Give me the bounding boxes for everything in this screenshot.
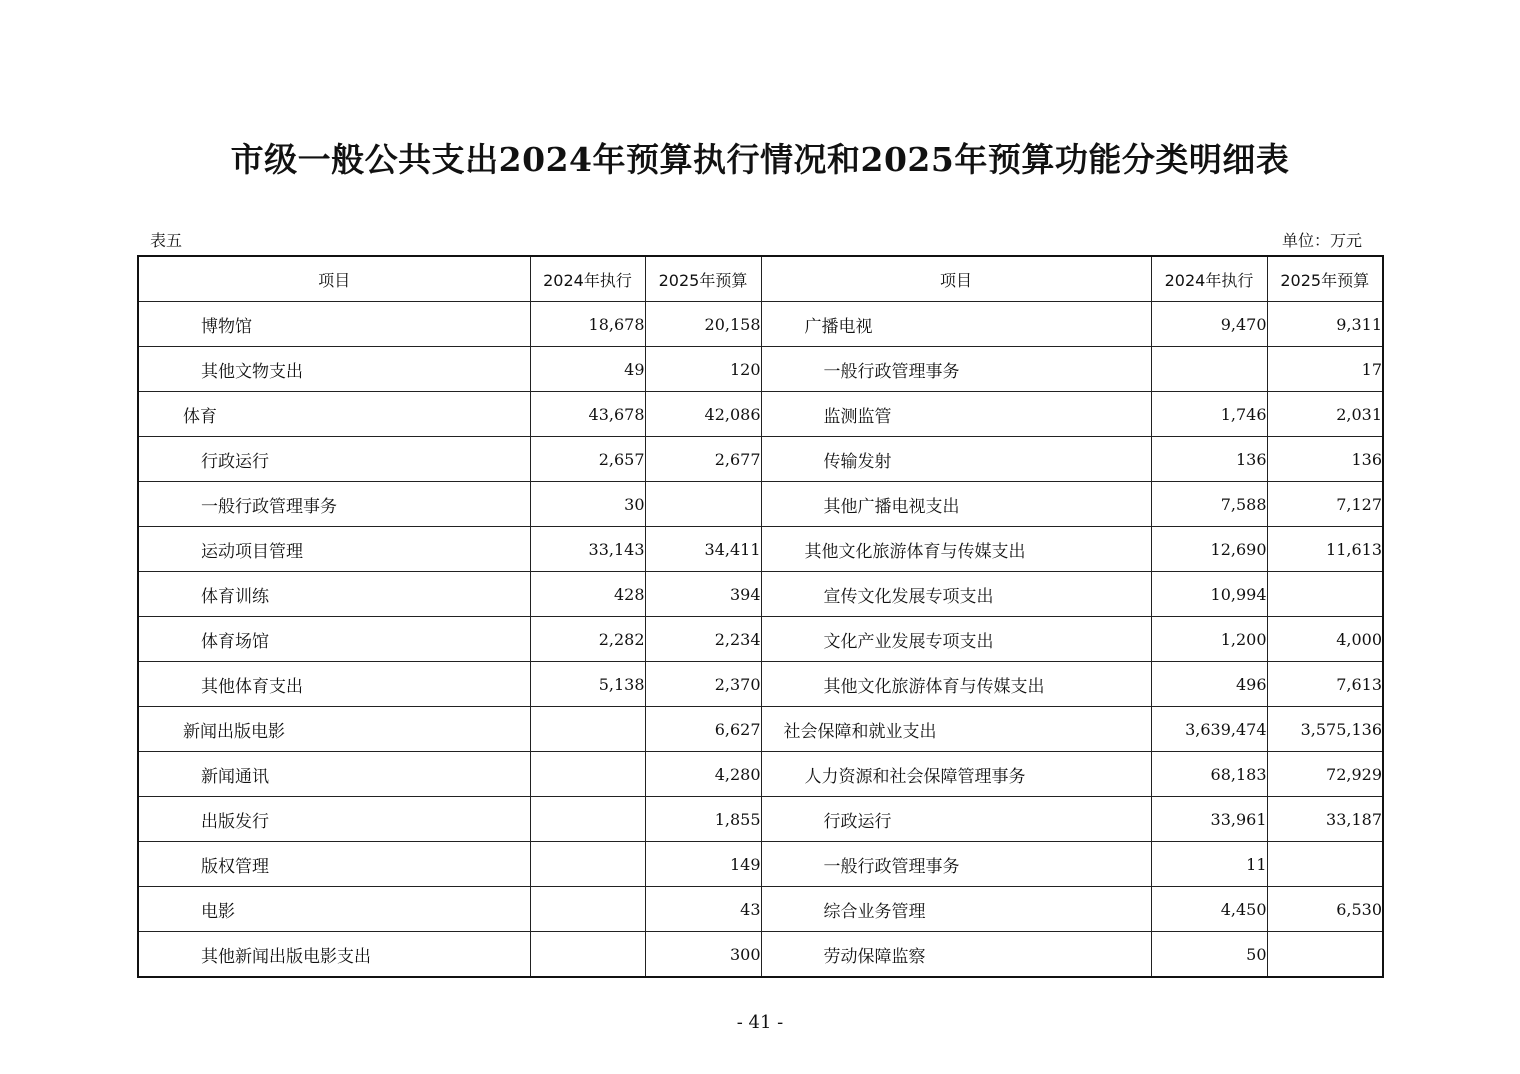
left-exec-value: 18,678 (530, 302, 645, 347)
left-exec-value: 2,657 (530, 437, 645, 482)
right-exec-value: 50 (1151, 932, 1267, 978)
left-exec-value (530, 752, 645, 797)
right-exec-value (1151, 347, 1267, 392)
table-row (138, 347, 1383, 392)
right-item-name: 其他文化旅游体育与传媒支出 (761, 527, 1151, 572)
right-exec-value: 68,183 (1151, 752, 1267, 797)
left-item-name: 其他新闻出版电影支出 (138, 932, 530, 978)
right-item-name: 劳动保障监察 (761, 932, 1151, 978)
right-exec-value: 33,961 (1151, 797, 1267, 842)
left-budget-value: 43 (645, 887, 761, 932)
right-item-name: 社会保障和就业支出 (761, 707, 1151, 752)
page-number: - 41 - (736, 1012, 784, 1033)
right-item-name: 其他广播电视支出 (761, 482, 1151, 527)
right-budget-value (1267, 572, 1383, 617)
right-item-name: 行政运行 (761, 797, 1151, 842)
right-budget-value: 7,613 (1267, 662, 1383, 707)
left-exec-value (530, 932, 645, 978)
left-budget-value: 2,677 (645, 437, 761, 482)
right-budget-value: 33,187 (1267, 797, 1383, 842)
table-row (138, 527, 1383, 572)
table-row (138, 437, 1383, 482)
left-item-name: 体育训练 (138, 572, 530, 617)
left-item-name: 其他文物支出 (138, 347, 530, 392)
right-budget-value (1267, 842, 1383, 887)
right-budget-value: 11,613 (1267, 527, 1383, 572)
right-exec-value: 7,588 (1151, 482, 1267, 527)
left-budget-value: 6,627 (645, 707, 761, 752)
right-budget-value: 9,311 (1267, 302, 1383, 347)
left-exec-value: 428 (530, 572, 645, 617)
left-exec-value (530, 797, 645, 842)
right-item-name: 监测监管 (761, 392, 1151, 437)
left-item-name: 博物馆 (138, 302, 530, 347)
right-budget-value: 17 (1267, 347, 1383, 392)
left-budget-value: 34,411 (645, 527, 761, 572)
left-budget-value: 120 (645, 347, 761, 392)
left-item-name: 行政运行 (138, 437, 530, 482)
right-item-name: 广播电视 (761, 302, 1151, 347)
table-row (138, 572, 1383, 617)
right-budget-value: 136 (1267, 437, 1383, 482)
left-item-name: 电影 (138, 887, 530, 932)
table-row (138, 302, 1383, 347)
right-item-name: 传输发射 (761, 437, 1151, 482)
header-row (138, 256, 1383, 302)
right-budget-value: 7,127 (1267, 482, 1383, 527)
right-item-name: 一般行政管理事务 (761, 842, 1151, 887)
table-id: 表五 (150, 231, 183, 250)
table-row (138, 617, 1383, 662)
table-row (138, 752, 1383, 797)
right-item-name: 一般行政管理事务 (761, 347, 1151, 392)
header-budget-2025-left: 2025年预算 (645, 256, 761, 302)
left-item-name: 一般行政管理事务 (138, 482, 530, 527)
right-budget-value: 72,929 (1267, 752, 1383, 797)
right-budget-value: 4,000 (1267, 617, 1383, 662)
table-row (138, 662, 1383, 707)
right-item-name: 综合业务管理 (761, 887, 1151, 932)
left-exec-value: 43,678 (530, 392, 645, 437)
left-item-name: 版权管理 (138, 842, 530, 887)
left-exec-value: 2,282 (530, 617, 645, 662)
table-row (138, 932, 1383, 978)
right-item-name: 人力资源和社会保障管理事务 (761, 752, 1151, 797)
table-row (138, 887, 1383, 932)
left-item-name: 出版发行 (138, 797, 530, 842)
left-exec-value: 5,138 (530, 662, 645, 707)
left-item-name: 其他体育支出 (138, 662, 530, 707)
right-exec-value: 1,200 (1151, 617, 1267, 662)
table-row (138, 707, 1383, 752)
header-exec-2024-left: 2024年执行 (530, 256, 645, 302)
left-exec-value (530, 887, 645, 932)
right-item-name: 宣传文化发展专项支出 (761, 572, 1151, 617)
left-exec-value: 30 (530, 482, 645, 527)
right-budget-value: 3,575,136 (1267, 707, 1383, 752)
right-exec-value: 3,639,474 (1151, 707, 1267, 752)
table-row (138, 482, 1383, 527)
left-budget-value (645, 482, 761, 527)
left-budget-value: 300 (645, 932, 761, 978)
right-budget-value (1267, 932, 1383, 978)
unit-label: 单位：万元 (1281, 231, 1362, 250)
left-exec-value: 33,143 (530, 527, 645, 572)
budget-table (137, 255, 1384, 978)
left-budget-value: 1,855 (645, 797, 761, 842)
left-item-name: 体育 (138, 392, 530, 437)
left-exec-value (530, 842, 645, 887)
header-exec-2024-right: 2024年执行 (1151, 256, 1267, 302)
left-budget-value: 42,086 (645, 392, 761, 437)
right-item-name: 文化产业发展专项支出 (761, 617, 1151, 662)
left-budget-value: 2,234 (645, 617, 761, 662)
left-budget-value: 4,280 (645, 752, 761, 797)
header-item-right: 项目 (761, 256, 1151, 302)
table-row (138, 797, 1383, 842)
right-item-name: 其他文化旅游体育与传媒支出 (761, 662, 1151, 707)
left-item-name: 新闻通讯 (138, 752, 530, 797)
table-row (138, 842, 1383, 887)
right-exec-value: 9,470 (1151, 302, 1267, 347)
right-exec-value: 12,690 (1151, 527, 1267, 572)
left-exec-value: 49 (530, 347, 645, 392)
right-exec-value: 136 (1151, 437, 1267, 482)
right-budget-value: 2,031 (1267, 392, 1383, 437)
header-budget-2025-right: 2025年预算 (1267, 256, 1383, 302)
right-exec-value: 1,746 (1151, 392, 1267, 437)
right-exec-value: 496 (1151, 662, 1267, 707)
left-item-name: 体育场馆 (138, 617, 530, 662)
right-exec-value: 10,994 (1151, 572, 1267, 617)
right-budget-value: 6,530 (1267, 887, 1383, 932)
left-budget-value: 149 (645, 842, 761, 887)
left-budget-value: 394 (645, 572, 761, 617)
left-item-name: 新闻出版电影 (138, 707, 530, 752)
right-exec-value: 11 (1151, 842, 1267, 887)
header-item-left: 项目 (138, 256, 530, 302)
page-title: 市级一般公共支出2024年预算执行情况和2025年预算功能分类明细表 (230, 140, 1290, 179)
left-item-name: 运动项目管理 (138, 527, 530, 572)
left-budget-value: 20,158 (645, 302, 761, 347)
table-row (138, 392, 1383, 437)
left-exec-value (530, 707, 645, 752)
left-budget-value: 2,370 (645, 662, 761, 707)
right-exec-value: 4,450 (1151, 887, 1267, 932)
